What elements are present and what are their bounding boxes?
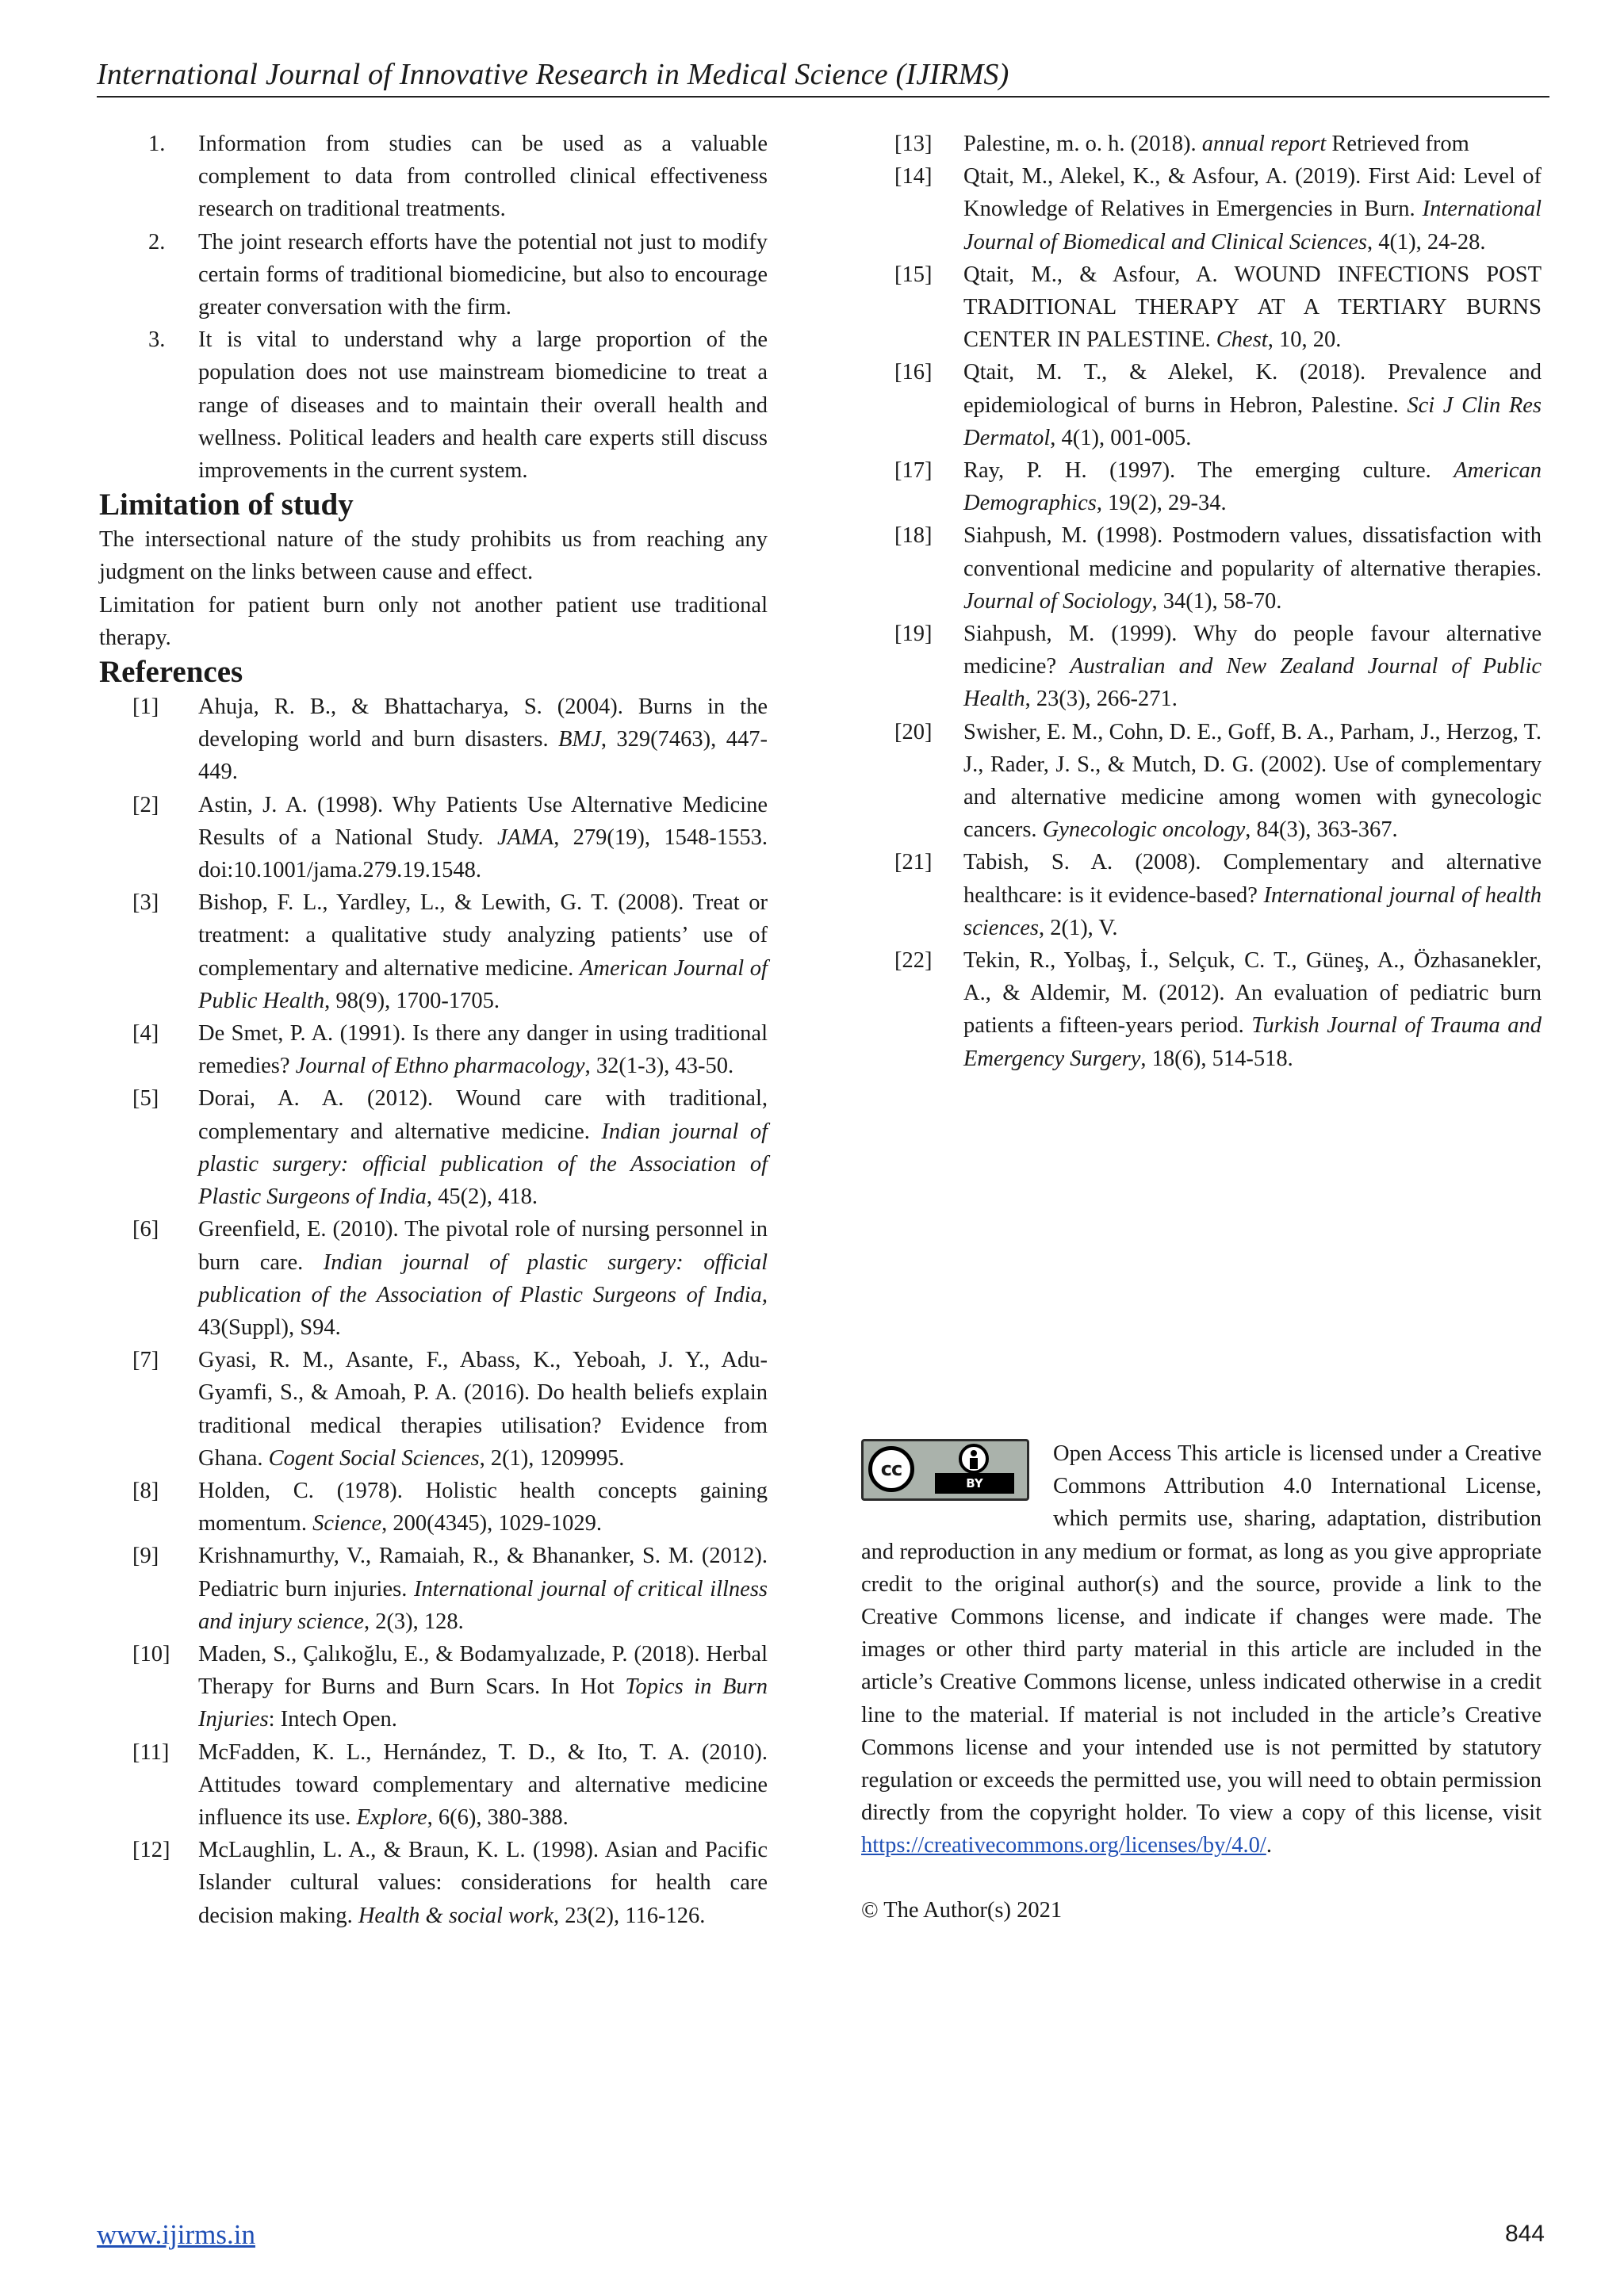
reference-details: , 6(6), 380-388. bbox=[427, 1804, 569, 1830]
reference-source-title: Cogent Social Sciences bbox=[268, 1445, 480, 1471]
copyright-notice: © The Author(s) 2021 bbox=[861, 1897, 1063, 1923]
reference-item bbox=[99, 1834, 768, 1932]
reference-details: Retrieved from bbox=[1326, 132, 1469, 156]
list-item bbox=[99, 323, 768, 487]
reference-number: [10] bbox=[132, 1641, 170, 1667]
reference-number: [17] bbox=[894, 458, 933, 484]
reference-details: , 329(7463), 447-449. bbox=[198, 727, 768, 785]
reference-item bbox=[99, 789, 768, 887]
reference-details: , 2(1), V. bbox=[1038, 915, 1118, 940]
reference-text: Maden, S., Çalıkoğlu, E., & Bodamyalızade, P. (2018). Herbal Therapy for Burns and Burn Scars. In Hot bbox=[198, 1641, 768, 1700]
reference-number: [3] bbox=[132, 890, 159, 916]
reference-source-title: Topics in Burn Injuries bbox=[198, 1674, 768, 1732]
reference-text: Greenfield, E. (2010). The pivotal role of nursing personnel in burn care. bbox=[198, 1217, 768, 1275]
reference-item bbox=[99, 1475, 768, 1540]
reference-text: Qtait, M., Alekel, K., & Asfour, A. (2019). First Aid: Level of Knowledge of Relatives in Emergencies in Burn. bbox=[963, 164, 1542, 222]
reference-source-title: Journal of Ethno pharmacology bbox=[295, 1054, 585, 1079]
reference-number: [7] bbox=[132, 1348, 159, 1373]
reference-item bbox=[99, 1213, 768, 1344]
reference-item bbox=[861, 160, 1542, 258]
list-item-text: Information from studies can be used as a valuable complement to data from controlled clinical effectiveness research on traditional treatments. bbox=[198, 132, 768, 222]
reference-item bbox=[99, 691, 768, 789]
reference-details: , 4(1), 001-005. bbox=[1050, 425, 1192, 450]
reference-number: [14] bbox=[894, 164, 933, 189]
reference-details: , 98(9), 1700-1705. bbox=[324, 988, 500, 1013]
reference-details: , 19(2), 29-34. bbox=[1096, 491, 1227, 516]
limitation-paragraph: The intersectional nature of the study prohibits us from reaching any judgment on the links between cause and effect. bbox=[99, 527, 768, 585]
reference-item bbox=[861, 519, 1542, 618]
reference-text: Siahpush, M. (1998). Postmodern values, dissatisfaction with conventional medicine and popularity of alternative therapies. bbox=[963, 523, 1542, 581]
reference-text: Tekin, R., Yolbaş, İ., Selçuk, C. T., Güneş, A., Özhasanekler, A., & Aldemir, M. (2012). An evaluation of pediatric burn patients a fifteen-years period. bbox=[963, 948, 1542, 1039]
page-number: 844 bbox=[1504, 2221, 1545, 2247]
reference-text: Qtait, M. T., & Alekel, K. (2018). Prevalence and epidemiological of burns in Hebron, Palestine. bbox=[963, 360, 1542, 418]
reference-item bbox=[99, 886, 768, 1017]
reference-details: , 23(2), 116-126. bbox=[553, 1903, 706, 1928]
reference-text: Dorai, A. A. (2012). Wound care with traditional, complementary and alternative medicine. bbox=[198, 1086, 768, 1144]
reference-list-right bbox=[861, 128, 1542, 1075]
reference-item bbox=[99, 1638, 768, 1736]
reference-source-title: Journal of Sociology bbox=[963, 588, 1152, 614]
footer-website-link[interactable]: www.ijirms.in bbox=[97, 2219, 255, 2250]
reference-text: Siahpush, M. (1999). Why do people favour alternative medicine? bbox=[963, 622, 1542, 679]
reference-source-title: BMJ bbox=[558, 727, 601, 752]
reference-text: Astin, J. A. (1998). Why Patients Use Alternative Medicine Results of a National Study. bbox=[198, 792, 768, 850]
reference-number: [22] bbox=[894, 948, 933, 974]
reference-details: , 200(4345), 1029-1029. bbox=[381, 1511, 602, 1536]
reference-source-title: Science bbox=[312, 1511, 382, 1536]
reference-details: , 34(1), 58-70. bbox=[1151, 588, 1282, 614]
right-column bbox=[861, 128, 1542, 1075]
reference-details: , 10, 20. bbox=[1267, 327, 1342, 353]
reference-source-title: American Journal of Public Health bbox=[198, 955, 768, 1013]
reference-item bbox=[99, 1540, 768, 1638]
list-item bbox=[99, 226, 768, 324]
reference-text: Palestine, m. o. h. (2018). bbox=[963, 132, 1202, 156]
reference-details: , 32(1-3), 43-50. bbox=[584, 1054, 734, 1079]
reference-number: [19] bbox=[894, 622, 933, 647]
cc-icon: cc bbox=[868, 1446, 914, 1492]
list-item-text: The joint research efforts have the potential not just to modify certain forms of traditional biomedicine, but also to encourage greater conversation with the firm. bbox=[198, 229, 768, 320]
reference-number: [12] bbox=[132, 1838, 170, 1863]
reference-number: [18] bbox=[894, 523, 933, 549]
list-item bbox=[99, 128, 768, 226]
reference-text: Swisher, E. M., Cohn, D. E., Goff, B. A., Parham, J., Herzog, T. J., Rader, J. S., & Mutch, D. G. (2002). Use of complementary and alternative medicine among women with gynecologic cancers. bbox=[963, 719, 1542, 843]
reference-text: McLaughlin, L. A., & Braun, K. L. (1998). Asian and Pacific Islander cultural values: considerations for health care decision making. bbox=[198, 1838, 768, 1928]
reference-item bbox=[861, 128, 1542, 160]
reference-item bbox=[99, 1344, 768, 1475]
reference-number: [13] bbox=[894, 132, 933, 156]
reference-text: De Smet, P. A. (1991). Is there any danger in using traditional remedies? bbox=[198, 1021, 768, 1079]
license-text: Open Access This article is licensed under a Creative Commons Attribution 4.0 International License, which permits use, sharing, adaptation, distribution and reproduction in any medium or format, as long as you give appropriate credit to the original author(s) and the source, provide a link to the Creative Commons license, and indicate if changes were made. The images or other third party material in this article are included in the article’s Creative Commons license, unless indicated otherwise in a credit line to the material. If material is not included in the article’s Creative Commons license and your intended use is not permitted by statutory regulation or exceeds the permitted use, you will need to obtain permission directly from the copyright holder. To view a copy of this license, visit bbox=[861, 1441, 1542, 1826]
reference-list-left bbox=[99, 691, 768, 1932]
reference-item bbox=[861, 454, 1542, 519]
reference-details: : Intech Open. bbox=[268, 1707, 397, 1732]
reference-details: 43(Suppl), S94. bbox=[198, 1314, 341, 1340]
reference-source-title: Gynecologic oncology bbox=[1042, 817, 1246, 843]
reference-number: [21] bbox=[894, 850, 933, 875]
reference-text: Qtait, M., & Asfour, A. WOUND INFECTIONS POST TRADITIONAL THERAPY AT A TERTIARY BURNS CENTER IN PALESTINE. bbox=[963, 262, 1542, 353]
reference-text: Krishnamurthy, V., Ramaiah, R., & Bhananker, S. M. (2012). Pediatric burn injuries. bbox=[198, 1544, 768, 1601]
reference-text: Ahuja, R. B., & Bhattacharya, S. (2004). Burns in the developing world and burn disasters. bbox=[198, 695, 768, 752]
reference-text: Tabish, S. A. (2008). Complementary and alternative healthcare: is it evidence-based? bbox=[963, 850, 1542, 908]
reference-item bbox=[861, 716, 1542, 847]
reference-details: , 2(1), 1209995. bbox=[479, 1445, 625, 1471]
reference-source-title: International journal of critical illness and injury science bbox=[198, 1576, 768, 1634]
reference-source-title: annual report bbox=[1201, 132, 1327, 156]
reference-number: [6] bbox=[132, 1217, 159, 1242]
reference-source-title: Sci J Clin Res Dermatol bbox=[963, 392, 1542, 450]
limitation-heading: Limitation of study bbox=[99, 488, 354, 522]
reference-source-title: Indian journal of plastic surgery: official publication of the Association of Plastic Surgeons of India bbox=[198, 1119, 768, 1210]
reference-text: Gyasi, R. M., Asante, F., Abass, K., Yeboah, J. Y., Adu-Gyamfi, S., & Amoah, P. A. (2016). Do health beliefs explain traditional medical therapies utilisation? Evidence from Ghana. bbox=[198, 1348, 768, 1471]
reference-item bbox=[99, 1082, 768, 1213]
reference-source-title: International Journal of Biomedical and Clinical Sciences bbox=[963, 197, 1542, 254]
reference-number: [11] bbox=[132, 1739, 170, 1765]
reference-number: [20] bbox=[894, 719, 933, 744]
references-heading: References bbox=[99, 655, 243, 690]
reference-number: [2] bbox=[132, 792, 159, 817]
journal-header: International Journal of Innovative Research in Medical Science (IJIRMS) bbox=[97, 58, 1009, 91]
license-block bbox=[861, 1437, 1542, 1927]
reference-details: , 18(6), 514-518. bbox=[1140, 1046, 1293, 1071]
list-item-number: 1. bbox=[148, 132, 166, 156]
reference-number: [4] bbox=[132, 1021, 159, 1047]
reference-text: Bishop, F. L., Yardley, L., & Lewith, G. T. (2008). Treat or treatment: a qualitative study analyzing patients’ use of complementary and alternative medicine. bbox=[198, 890, 768, 981]
list-item-number: 3. bbox=[148, 327, 166, 353]
reference-item bbox=[861, 618, 1542, 716]
license-link[interactable]: https://creativecommons.org/licenses/by/4.0/ bbox=[861, 1833, 1266, 1858]
numbered-list bbox=[99, 128, 768, 487]
reference-source-title: International journal of health sciences bbox=[963, 882, 1542, 940]
header-rule bbox=[97, 96, 1549, 98]
reference-source-title: Health & social work bbox=[358, 1903, 554, 1928]
list-item-text: It is vital to understand why a large proportion of the population does not use mainstream biomedicine to treat a range of diseases and to maintain their overall health and wellness. Political leaders and health care experts still discuss improvements in the current system. bbox=[198, 327, 768, 484]
license-text-end: . bbox=[1266, 1833, 1272, 1858]
reference-item bbox=[99, 1736, 768, 1835]
reference-details: , 45(2), 418. bbox=[426, 1184, 538, 1210]
reference-item bbox=[861, 356, 1542, 454]
reference-details: , 23(3), 266-271. bbox=[1025, 687, 1178, 712]
list-item-number: 2. bbox=[148, 229, 166, 254]
reference-source-title: JAMA bbox=[496, 825, 554, 850]
cc-by-license-badge bbox=[861, 1439, 1029, 1501]
by-label: BY bbox=[935, 1473, 1014, 1494]
reference-item bbox=[99, 1017, 768, 1082]
reference-source-title: Indian journal of plastic surgery: official publication of the Association of Plastic Surgeons of India, bbox=[198, 1249, 768, 1307]
reference-source-title: Chest bbox=[1216, 327, 1268, 353]
left-column bbox=[99, 128, 768, 1932]
reference-item bbox=[861, 944, 1542, 1075]
reference-item bbox=[861, 846, 1542, 944]
reference-number: [16] bbox=[894, 360, 933, 385]
reference-source-title: Turkish Journal of Trauma and Emergency Surgery bbox=[963, 1013, 1542, 1071]
reference-text: McFadden, K. L., Hernández, T. D., & Ito, T. A. (2010). Attitudes toward complementary and alternative medicine influence its use. bbox=[198, 1739, 768, 1830]
reference-item bbox=[861, 258, 1542, 357]
reference-number: [5] bbox=[132, 1086, 159, 1112]
reference-details: , 2(3), 128. bbox=[363, 1609, 464, 1634]
limitation-paragraph: Limitation for patient burn only not another patient use traditional therapy. bbox=[99, 592, 768, 650]
reference-source-title: Australian and New Zealand Journal of Public Health bbox=[963, 654, 1542, 712]
reference-number: [8] bbox=[132, 1478, 159, 1503]
reference-source-title: Explore bbox=[356, 1804, 427, 1830]
reference-number: [9] bbox=[132, 1544, 159, 1569]
reference-details: , 84(3), 363-367. bbox=[1245, 817, 1398, 843]
reference-text: Holden, C. (1978). Holistic health concepts gaining momentum. bbox=[198, 1478, 768, 1536]
reference-number: [1] bbox=[132, 695, 159, 720]
reference-number: [15] bbox=[894, 262, 933, 287]
attribution-person-icon bbox=[959, 1444, 989, 1474]
reference-text: Ray, P. H. (1997). The emerging culture. bbox=[963, 458, 1454, 484]
reference-details: , 4(1), 24-28. bbox=[1366, 229, 1486, 254]
reference-details: , 279(19), 1548-1553. doi:10.1001/jama.279.19.1548. bbox=[198, 825, 768, 883]
reference-source-title: American Demographics bbox=[963, 458, 1542, 516]
